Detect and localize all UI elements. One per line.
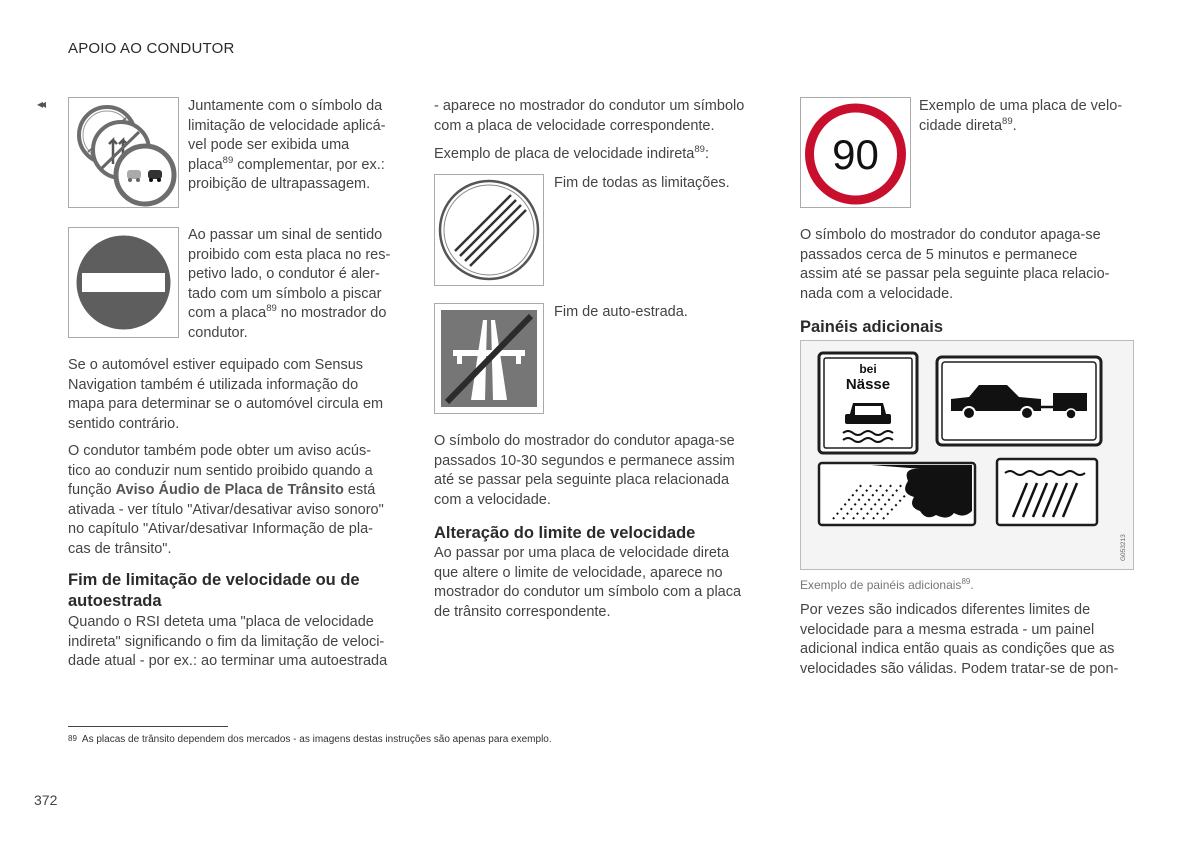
previous-page-icon[interactable]: ◂◂ [37,97,44,111]
col1-paragraph-3: Se o automóvel estiver equipado com Sensus Navigation também é utilizada informação do mapa para determinar se o automóvel circula em sentido contrário. [68,357,384,432]
heading-speed-limit-change: Alteração do limite de velocidade [434,524,696,542]
footnote-text: As placas de trânsito dependem dos mercados - as imagens destas instruções são apenas para exemplo. [81,734,552,745]
col1-paragraph-2: Ao passar um sinal de sentido proibido com esta placa no res- petivo lado, o condutor é aler- tado com um símbolo a piscar com a placa$^{89}$ no mostrador do condutor. [188,227,391,341]
col3-paragraph-2: O símbolo do mostrador do condutor apaga-se passados cerca de 5 minutos e permanece assim até se passar pela seguinte placa relacio- nada com a velocidade. [800,227,1110,302]
audio-warning-function-name: Aviso Áudio de Placa de Trânsito [115,482,344,498]
col1-paragraph-5: Quando o RSI deteta uma "placa de velocidade indireta" significando o fim da limitação de veloci- dade atual - por ex.: ao terminar uma autoestrada [68,614,388,669]
sign1-caption: Fim de todas as limitações. [554,175,730,191]
speed-limit-90-sign-image [800,97,911,208]
col2-paragraph-4: Ao passar por uma placa de velocidade direta que altere o limite de velocidade, aparece no mostrador do condutor um símbolo com a placa de trânsito correspondente. [434,545,742,620]
col1-paragraph-4: O condutor também pode obter um aviso acús- tico ao conduzir num sentido proibido quando a função Aviso Áudio de Placa de Trânsito está ativada - ver título "Ativar/desativar aviso sonoro" no capítulo "Ativar/desativar Informação de pla- cas de trânsito". [68,443,384,557]
heading-additional-panels: Painéis adicionais [800,318,944,336]
additional-panels-image [800,340,1134,570]
no-entry-sign-image [68,227,179,338]
panels-figure-caption: Exemplo de painéis adicionais$^{89}$. [800,577,974,592]
col2-paragraph-2: Exemplo de placa de velocidade indireta$^{89}$: [434,144,709,162]
end-of-all-limits-sign-image [434,174,544,286]
heading-end-of-speed-limit: Fim de limitação de velocidade ou de autoestrada [68,571,360,610]
col2-paragraph-1: - aparece no mostrador do condutor um símbolo com a placa de velocidade correspondente. [434,98,745,134]
speed-value: 90 [832,131,879,178]
col1-paragraph-1: Juntamente com o símbolo da limitação de velocidade aplicá- vel pode ser exibida uma placa$^{89}$ complementar, por ex.: proibição de ultrapassagem. [188,98,386,192]
no-overtaking-sign-image [68,97,179,208]
col3-paragraph-3: Por vezes são indicados diferentes limites de velocidade para a mesma estrada - um painel adicional indica então quais as condições que as velocidades são válidas. Podem tratar-se de pon- [800,602,1119,677]
image-code: G053213 [1120,534,1127,561]
end-of-motorway-sign-image [434,303,544,414]
section-header: APOIO AO CONDUTOR [68,40,235,57]
sign2-caption: Fim de auto-estrada. [554,304,688,320]
col2-paragraph-3: O símbolo do mostrador do condutor apaga-se passados 10-30 segundos e permanece assim até se passar pela seguinte placa relacionada com a velocidade. [434,433,735,508]
panel-text-nasse: Nässe [845,376,891,393]
col3-paragraph-1: Exemplo de uma placa de velo- cidade direta$^{89}$. [919,98,1123,134]
panel-text-bei: bei [859,362,877,376]
footnote-number: 89 [68,734,77,743]
footnote-divider [68,726,228,727]
page-number: 372 [34,792,58,808]
footnote [68,734,552,745]
